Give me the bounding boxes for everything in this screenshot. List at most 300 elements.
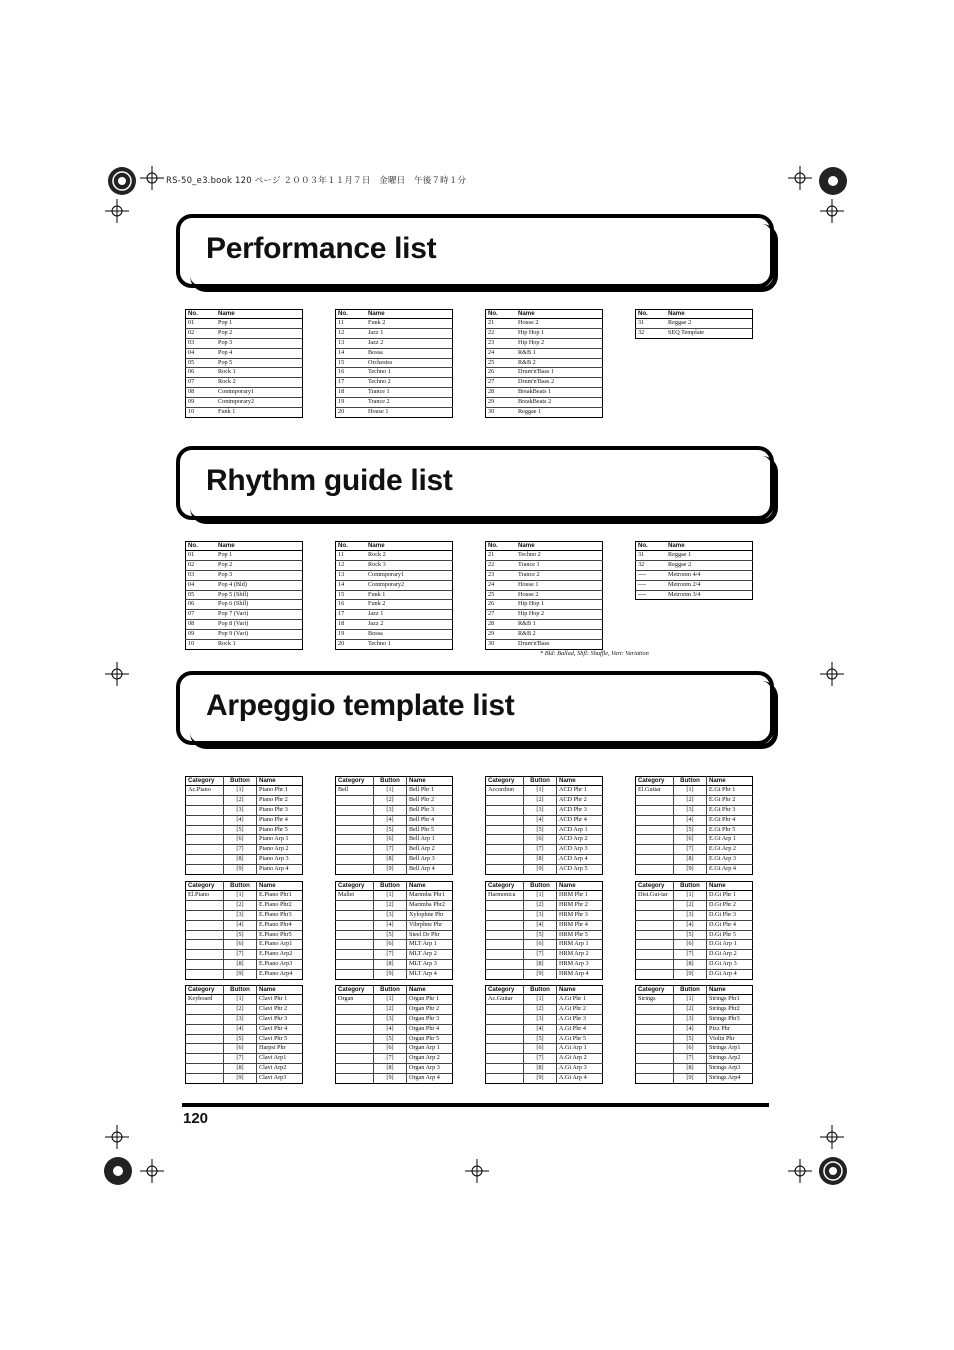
table-row (336, 551, 453, 561)
rhythm-footnote: * Bld: Ballad, Shfl: Shuffle, Vari: Variation (540, 650, 649, 657)
table-row (186, 1074, 303, 1084)
button-cell: [1] (374, 995, 407, 1005)
category-cell (336, 795, 374, 805)
entry-number: 25 (486, 590, 517, 600)
table-row (486, 551, 603, 561)
arpeggio-table (185, 776, 303, 875)
category-cell: El.Piano (188, 891, 210, 898)
entry-number: 01 (188, 319, 195, 326)
category-cell (486, 900, 524, 910)
template-name: Bell Phr 5 (407, 825, 453, 835)
table-row (486, 920, 603, 930)
table-row (186, 610, 303, 620)
button-cell: [5] (524, 930, 557, 940)
column-header-name: Name (707, 882, 753, 891)
button-cell: [5] (224, 930, 257, 940)
button-cell: [6] (524, 835, 557, 845)
button-cell: [2] (674, 795, 707, 805)
category-cell (186, 930, 224, 940)
template-name: Organ Arp 3 (407, 1064, 453, 1074)
button-cell: [4] (674, 920, 707, 930)
entry-name: Pop 5 (216, 358, 303, 368)
category-cell (336, 910, 374, 920)
template-name: E.Piano Arp3 (257, 960, 303, 970)
template-name: A.Gt Phr 4 (557, 1024, 603, 1034)
category-cell (636, 1074, 674, 1084)
table-header-row (186, 986, 303, 995)
performance-list-title: Performance list (206, 232, 437, 265)
rhythm_tables-table (635, 541, 753, 600)
button-cell: [1] (224, 891, 257, 901)
category-cell: Ac.Guitar (488, 995, 513, 1002)
table-row (486, 319, 603, 329)
table-header-row (636, 310, 753, 319)
entry-number: ---- (636, 590, 667, 600)
entry-number: 27 (486, 378, 517, 388)
template-name: A.Gt Arp 1 (557, 1044, 603, 1054)
entry-number: 17 (336, 378, 367, 388)
column-header-no: No. (486, 310, 517, 319)
template-name: MLT Arp 4 (407, 970, 453, 980)
table-header-row (636, 542, 753, 551)
entry-name: Contmporary1 (216, 388, 303, 398)
entry-number: 19 (336, 630, 367, 640)
entry-name: Orchestra (366, 358, 453, 368)
entry-name: Trance 1 (366, 388, 453, 398)
table-row (636, 570, 753, 580)
template-name: Organ Phr 5 (407, 1034, 453, 1044)
category-cell (636, 930, 674, 940)
table-row (186, 805, 303, 815)
rhythm-guide-list-title: Rhythm guide list (206, 464, 453, 497)
column-header-category: Category (636, 777, 674, 786)
template-name: Piano Phr 4 (257, 815, 303, 825)
template-name: Marimba Phr1 (407, 891, 453, 901)
table-row (486, 845, 603, 855)
table-row (186, 960, 303, 970)
template-name: Clavi Arp3 (257, 1074, 303, 1084)
entry-name: Metronm 3/4 (666, 590, 753, 600)
button-cell: [8] (524, 960, 557, 970)
category-cell (186, 1064, 224, 1074)
entry-name: Pop 1 (218, 319, 233, 326)
category-cell (636, 940, 674, 950)
template-name: A.Gt Arp 3 (557, 1064, 603, 1074)
table-row (636, 960, 753, 970)
template-name: E.Gt Arp 3 (707, 855, 753, 865)
button-cell: [4] (674, 1024, 707, 1034)
entry-name: Funk 1 (366, 590, 453, 600)
button-cell: [7] (524, 845, 557, 855)
category-cell (186, 795, 224, 805)
entry-name: Jazz 1 (366, 328, 453, 338)
table-header-row (186, 310, 303, 319)
category-cell (186, 825, 224, 835)
category-cell (486, 920, 524, 930)
table-row (486, 328, 603, 338)
entry-number: 28 (486, 388, 517, 398)
entry-number: 07 (186, 610, 217, 620)
template-name: Organ Phr 4 (407, 1024, 453, 1034)
template-name: Piano Arp 2 (257, 845, 303, 855)
button-cell: [7] (374, 1054, 407, 1064)
template-name: Piano Arp 3 (257, 855, 303, 865)
arpeggio-table (485, 881, 603, 980)
table-row (636, 560, 753, 570)
category-cell (336, 1014, 374, 1024)
rhythm_tables-table (485, 541, 603, 650)
table-row (186, 900, 303, 910)
template-name: A.Gt Phr 2 (557, 1004, 603, 1014)
entry-number: 22 (486, 328, 517, 338)
template-name: E.Piano Arp2 (257, 950, 303, 960)
table-row (486, 995, 603, 1005)
entry-name: Reggae 1 (668, 551, 692, 558)
table-row (186, 358, 303, 368)
category-cell (636, 970, 674, 980)
template-name: MLT Arp 3 (407, 960, 453, 970)
table-row (186, 1064, 303, 1074)
column-header-name: Name (216, 542, 303, 551)
entry-name: Reggae 2 (668, 319, 692, 326)
button-cell: [5] (524, 825, 557, 835)
entry-name: Pop 3 (216, 570, 303, 580)
template-name: Xylophne Phr (407, 910, 453, 920)
button-cell: [6] (224, 940, 257, 950)
table-row (186, 590, 303, 600)
button-cell: [9] (224, 865, 257, 875)
column-header-no: No. (186, 542, 217, 551)
crosshair-mark-icon (105, 662, 129, 686)
button-cell: [6] (674, 940, 707, 950)
button-cell: [3] (224, 1014, 257, 1024)
category-cell (186, 1044, 224, 1054)
entry-number: 25 (486, 358, 517, 368)
template-name: E.Piano Phr1 (257, 891, 303, 901)
arpeggio-table (335, 985, 453, 1084)
table-row (336, 328, 453, 338)
entry-number: 32 (636, 328, 667, 338)
table-header-row (486, 542, 603, 551)
entry-number: 17 (336, 610, 367, 620)
template-name: Strings Arp1 (707, 1044, 753, 1054)
category-cell (636, 1024, 674, 1034)
column-header-button: Button (224, 777, 257, 786)
table-row (636, 1004, 753, 1014)
entry-number: 06 (186, 600, 217, 610)
button-cell: [6] (374, 835, 407, 845)
button-cell: [3] (374, 1014, 407, 1024)
table-row (186, 328, 303, 338)
category-cell (486, 930, 524, 940)
table-row (336, 865, 453, 875)
button-cell: [1] (224, 995, 257, 1005)
category-cell (336, 1074, 374, 1084)
category-cell: Keyboard (188, 995, 213, 1002)
category-cell (336, 930, 374, 940)
table-row (336, 358, 453, 368)
table-row (336, 610, 453, 620)
category-cell (186, 960, 224, 970)
template-name: A.Gt Phr 1 (557, 995, 603, 1005)
button-cell: [2] (524, 900, 557, 910)
template-name: E.Gt Arp 4 (707, 865, 753, 875)
category-cell (336, 835, 374, 845)
category-cell (486, 910, 524, 920)
table-row (486, 805, 603, 815)
entry-number: 03 (186, 570, 217, 580)
table-row (336, 368, 453, 378)
category-cell (186, 815, 224, 825)
entry-number: 22 (486, 560, 517, 570)
template-name: HRM Phr 4 (557, 920, 603, 930)
table-row (336, 960, 453, 970)
table-row (186, 1044, 303, 1054)
button-cell: [2] (224, 1004, 257, 1014)
table-row (636, 995, 753, 1005)
entry-name: Pop 4 (216, 348, 303, 358)
crosshair-mark-icon (105, 199, 129, 223)
template-name: Strings Phr2 (707, 1004, 753, 1014)
column-header-name: Name (707, 986, 753, 995)
table-row (636, 1034, 753, 1044)
category-cell (336, 950, 374, 960)
table-row (636, 805, 753, 815)
column-header-name: Name (666, 542, 753, 551)
table-row (336, 995, 453, 1005)
button-cell: [2] (674, 1004, 707, 1014)
button-cell: [7] (224, 845, 257, 855)
table-row (486, 348, 603, 358)
category-cell (636, 920, 674, 930)
table-row (186, 630, 303, 640)
column-header-button: Button (374, 882, 407, 891)
table-row (186, 825, 303, 835)
entry-name: Bossa (366, 630, 453, 640)
table-row (636, 855, 753, 865)
button-cell: [1] (674, 995, 707, 1005)
category-cell (636, 950, 674, 960)
table-row (186, 815, 303, 825)
table-row (486, 1054, 603, 1064)
table-row (636, 865, 753, 875)
entry-name: BreakBeats 2 (516, 398, 603, 408)
entry-name: Pop 7 (Vari) (216, 610, 303, 620)
button-cell: [1] (374, 891, 407, 901)
button-cell: [3] (674, 1014, 707, 1024)
table-row (486, 590, 603, 600)
table-row (486, 570, 603, 580)
crosshair-mark-icon (140, 1159, 164, 1183)
button-cell: [4] (224, 920, 257, 930)
table-header-row (486, 310, 603, 319)
category-cell (336, 815, 374, 825)
template-name: Violin Phr (707, 1034, 753, 1044)
table-row (336, 348, 453, 358)
category-cell (486, 960, 524, 970)
table-row (336, 855, 453, 865)
category-cell: Organ (338, 995, 354, 1002)
category-cell (486, 865, 524, 875)
button-cell: [9] (224, 1074, 257, 1084)
button-cell: [5] (674, 930, 707, 940)
template-name: A.Gt Arp 4 (557, 1074, 603, 1084)
table-header-row (636, 777, 753, 786)
entry-number: 23 (486, 570, 517, 580)
button-cell: [9] (374, 1074, 407, 1084)
entry-name: Hip Hop 1 (516, 600, 603, 610)
category-cell (186, 865, 224, 875)
button-cell: [1] (224, 786, 257, 796)
category-cell (336, 1034, 374, 1044)
entry-name: Drum'n'Bass 2 (516, 378, 603, 388)
entry-number: 15 (336, 590, 367, 600)
table-row (486, 620, 603, 630)
column-header-category: Category (336, 882, 374, 891)
button-cell: [7] (374, 950, 407, 960)
table-row (336, 388, 453, 398)
table-row (186, 338, 303, 348)
table-row (336, 835, 453, 845)
entry-number: 19 (336, 398, 367, 408)
category-cell (336, 1004, 374, 1014)
button-cell: [6] (374, 1044, 407, 1054)
column-header-name: Name (516, 310, 603, 319)
category-cell: Bell (338, 786, 349, 793)
table-row (636, 580, 753, 590)
template-name: D.Gt Phr 1 (707, 891, 753, 901)
entry-number: 23 (486, 338, 517, 348)
table-row (486, 1064, 603, 1074)
entry-name: Rock 1 (216, 368, 303, 378)
button-cell: [3] (374, 910, 407, 920)
template-name: HRM Phr 2 (557, 900, 603, 910)
template-name: E.Piano Phr3 (257, 910, 303, 920)
arpeggio-table (635, 985, 753, 1084)
table-row (336, 786, 453, 796)
table-header-row (486, 986, 603, 995)
table-row (636, 910, 753, 920)
button-cell: [6] (224, 835, 257, 845)
button-cell: [9] (374, 970, 407, 980)
table-row (336, 1074, 453, 1084)
entry-number: 20 (336, 640, 367, 650)
entry-name: Techno 2 (366, 378, 453, 388)
column-header-name: Name (257, 882, 303, 891)
template-name: E.Gt Phr 1 (707, 786, 753, 796)
entry-name: Trance 2 (366, 398, 453, 408)
category-cell: Dist.Gui-tar (638, 891, 668, 898)
template-name: ACD Phr 4 (557, 815, 603, 825)
table-row (186, 560, 303, 570)
entry-number: 28 (486, 620, 517, 630)
column-header-name: Name (516, 542, 603, 551)
entry-name: Jazz 1 (366, 610, 453, 620)
table-header-row (336, 310, 453, 319)
entry-number: 08 (186, 388, 217, 398)
button-cell: [1] (674, 786, 707, 796)
entry-number: 01 (188, 551, 195, 558)
category-cell (186, 1074, 224, 1084)
category-cell (486, 1014, 524, 1024)
template-name: D.Gt Arp 4 (707, 970, 753, 980)
column-header-no: No. (336, 542, 367, 551)
table-header-row (336, 986, 453, 995)
category-cell (636, 1014, 674, 1024)
column-header-category: Category (336, 777, 374, 786)
column-header-button: Button (374, 986, 407, 995)
template-name: D.Gt Arp 1 (707, 940, 753, 950)
template-name: Strings Phr3 (707, 1014, 753, 1024)
table-row (336, 1024, 453, 1034)
table-row (636, 1074, 753, 1084)
table-row (486, 600, 603, 610)
template-name: Clavi Phr 5 (257, 1034, 303, 1044)
button-cell: [9] (674, 1074, 707, 1084)
crosshair-mark-icon (465, 1159, 489, 1183)
entry-number: 26 (486, 600, 517, 610)
entry-number: 16 (336, 600, 367, 610)
category-cell (336, 855, 374, 865)
column-header-button: Button (224, 882, 257, 891)
crosshair-mark-icon (788, 166, 812, 190)
arpeggio-table (185, 881, 303, 980)
button-cell: [3] (674, 910, 707, 920)
template-name: Vibrphne Phr (407, 920, 453, 930)
template-name: Strings Arp2 (707, 1054, 753, 1064)
column-header-button: Button (674, 986, 707, 995)
table-row (186, 845, 303, 855)
category-cell (486, 950, 524, 960)
category-cell (486, 825, 524, 835)
table-row (486, 930, 603, 940)
table-row (636, 590, 753, 600)
button-cell: [7] (524, 1054, 557, 1064)
template-name: Bell Phr 2 (407, 795, 453, 805)
category-cell (486, 1004, 524, 1014)
template-name: E.Gt Phr 2 (707, 795, 753, 805)
category-cell (186, 1004, 224, 1014)
entry-number: 29 (486, 398, 517, 408)
button-cell: [8] (224, 960, 257, 970)
entry-name: House 2 (516, 590, 603, 600)
crosshair-mark-icon (820, 662, 844, 686)
button-cell: [9] (374, 865, 407, 875)
category-cell (336, 865, 374, 875)
template-name: Organ Phr 1 (407, 995, 453, 1005)
table-row (486, 786, 603, 796)
template-name: Strings Phr1 (707, 995, 753, 1005)
category-cell (336, 845, 374, 855)
column-header-name: Name (707, 777, 753, 786)
entry-number: 13 (336, 338, 367, 348)
entry-name: Techno 1 (366, 640, 453, 650)
table-row (186, 950, 303, 960)
footer-rule (182, 1103, 769, 1107)
template-name: Piano Phr 2 (257, 795, 303, 805)
template-name: ACD Arp 4 (557, 855, 603, 865)
table-row (486, 1044, 603, 1054)
button-cell: [9] (524, 865, 557, 875)
template-name: Clavi Phr 4 (257, 1024, 303, 1034)
category-cell (636, 855, 674, 865)
table-header-row (486, 777, 603, 786)
column-header-button: Button (674, 882, 707, 891)
category-cell (186, 1014, 224, 1024)
button-cell: [5] (224, 1034, 257, 1044)
table-header-row (336, 882, 453, 891)
column-header-no: No. (636, 310, 667, 319)
